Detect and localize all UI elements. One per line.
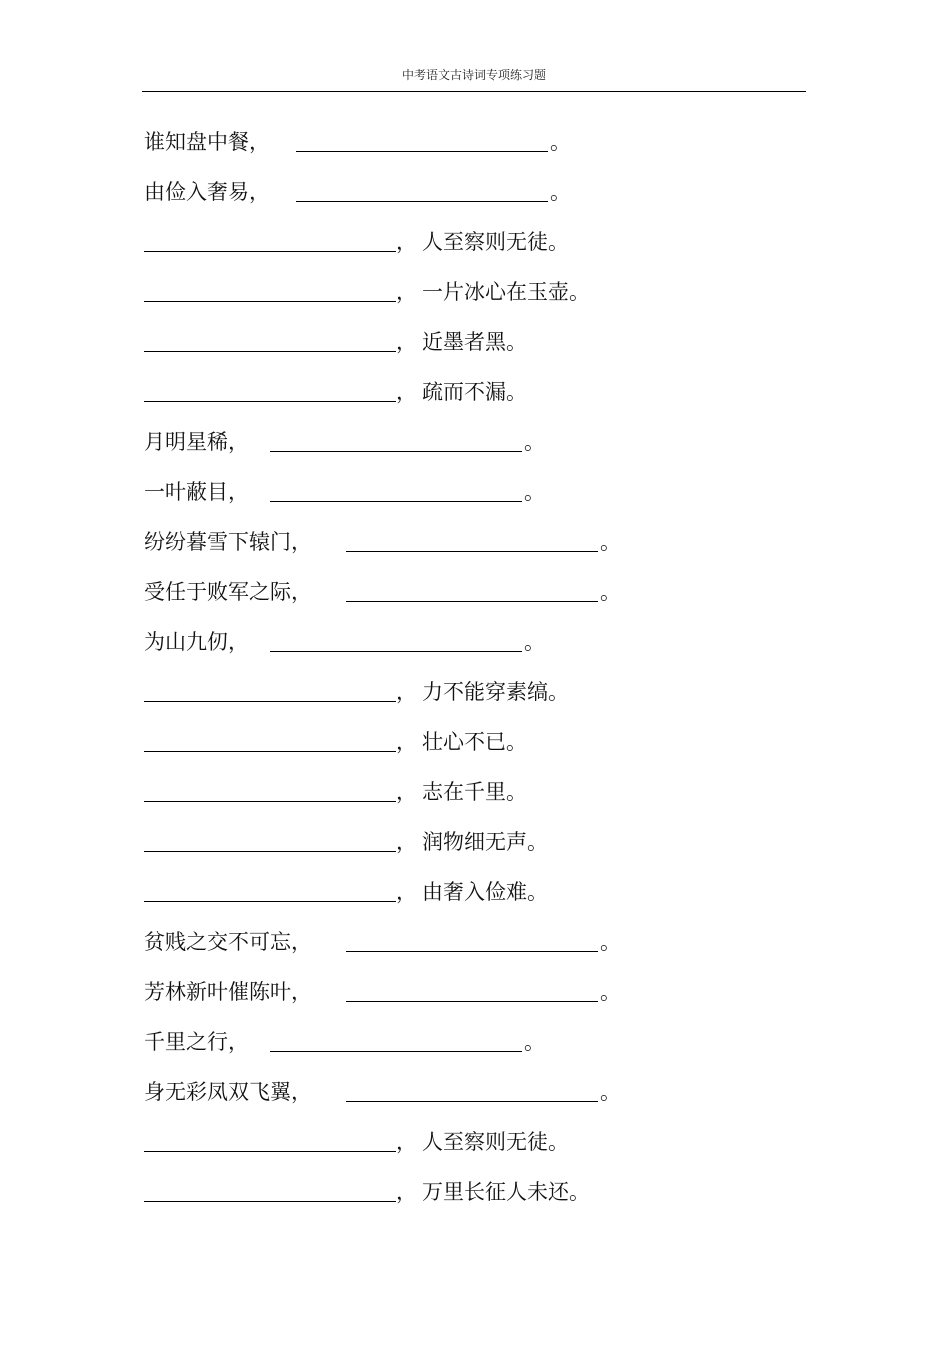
comma-mark: ， (396, 880, 417, 904)
answer-blank[interactable] (144, 883, 396, 902)
comma-mark: ， (396, 730, 417, 754)
exercise-line (144, 917, 804, 967)
period-mark: 。 (524, 1030, 545, 1054)
given-clause: 一叶蔽目， (144, 480, 249, 504)
given-clause: 人至察则无徒。 (422, 1130, 569, 1154)
period-mark: 。 (600, 530, 621, 554)
given-clause: 力不能穿素缟。 (422, 680, 569, 704)
period-mark: 。 (600, 1080, 621, 1104)
given-clause: 志在千里。 (422, 780, 527, 804)
exercise-line (144, 867, 804, 917)
period-mark: 。 (524, 430, 545, 454)
given-clause: 芳林新叶催陈叶， (144, 980, 312, 1004)
answer-blank[interactable] (144, 233, 396, 252)
answer-blank[interactable] (270, 633, 522, 652)
answer-blank[interactable] (144, 733, 396, 752)
comma-mark: ， (396, 780, 417, 804)
answer-blank[interactable] (270, 433, 522, 452)
exercise-line (144, 467, 804, 517)
answer-blank[interactable] (144, 283, 396, 302)
period-mark: 。 (524, 480, 545, 504)
exercise-line (144, 667, 804, 717)
exercise-line (144, 717, 804, 767)
given-clause: 一片冰心在玉壶。 (422, 280, 590, 304)
period-mark: 。 (600, 980, 621, 1004)
answer-blank[interactable] (296, 133, 548, 152)
given-clause: 万里长征人未还。 (422, 1180, 590, 1204)
comma-mark: ， (396, 830, 417, 854)
answer-blank[interactable] (346, 533, 598, 552)
comma-mark: ， (396, 330, 417, 354)
exercise-line (144, 767, 804, 817)
period-mark: 。 (524, 630, 545, 654)
given-clause: 由奢入俭难。 (422, 880, 548, 904)
given-clause: 受任于败军之际， (144, 580, 312, 604)
exercise-line (144, 167, 804, 217)
answer-blank[interactable] (144, 783, 396, 802)
given-clause: 为山九仞， (144, 630, 249, 654)
comma-mark: ， (396, 230, 417, 254)
exercise-list (144, 117, 804, 1217)
exercise-line (144, 267, 804, 317)
given-clause: 贫贱之交不可忘， (144, 930, 312, 954)
answer-blank[interactable] (144, 333, 396, 352)
given-clause: 壮心不已。 (422, 730, 527, 754)
given-clause: 近墨者黑。 (422, 330, 527, 354)
given-clause: 身无彩凤双飞翼， (144, 1080, 312, 1104)
answer-blank[interactable] (346, 933, 598, 952)
given-clause: 由俭入奢易， (144, 180, 270, 204)
exercise-line (144, 417, 804, 467)
exercise-line (144, 517, 804, 567)
period-mark: 。 (550, 180, 571, 204)
period-mark: 。 (600, 580, 621, 604)
answer-blank[interactable] (346, 583, 598, 602)
comma-mark: ， (396, 1130, 417, 1154)
given-clause: 人至察则无徒。 (422, 230, 569, 254)
given-clause: 谁知盘中餐， (144, 130, 270, 154)
answer-blank[interactable] (346, 1083, 598, 1102)
answer-blank[interactable] (144, 1133, 396, 1152)
exercise-line (144, 1017, 804, 1067)
period-mark: 。 (550, 130, 571, 154)
answer-blank[interactable] (144, 1183, 396, 1202)
answer-blank[interactable] (270, 483, 522, 502)
exercise-line (144, 367, 804, 417)
given-clause: 纷纷暮雪下辕门， (144, 530, 312, 554)
answer-blank[interactable] (296, 183, 548, 202)
exercise-line (144, 317, 804, 367)
exercise-line (144, 567, 804, 617)
exercise-line (144, 1167, 804, 1217)
exercise-line (144, 117, 804, 167)
answer-blank[interactable] (144, 683, 396, 702)
answer-blank[interactable] (144, 833, 396, 852)
given-clause: 月明星稀， (144, 430, 249, 454)
header-rule (142, 91, 806, 92)
answer-blank[interactable] (144, 383, 396, 402)
exercise-line (144, 817, 804, 867)
comma-mark: ， (396, 680, 417, 704)
exercise-line (144, 1117, 804, 1167)
exercise-line (144, 967, 804, 1017)
answer-blank[interactable] (270, 1033, 522, 1052)
given-clause: 疏而不漏。 (422, 380, 527, 404)
exercise-line (144, 617, 804, 667)
comma-mark: ， (396, 1180, 417, 1204)
page-header: 中考语文古诗词专项练习题 (401, 68, 546, 82)
given-clause: 千里之行， (144, 1030, 249, 1054)
exercise-line (144, 217, 804, 267)
comma-mark: ， (396, 380, 417, 404)
comma-mark: ， (396, 280, 417, 304)
given-clause: 润物细无声。 (422, 830, 548, 854)
exercise-line (144, 1067, 804, 1117)
period-mark: 。 (600, 930, 621, 954)
answer-blank[interactable] (346, 983, 598, 1002)
